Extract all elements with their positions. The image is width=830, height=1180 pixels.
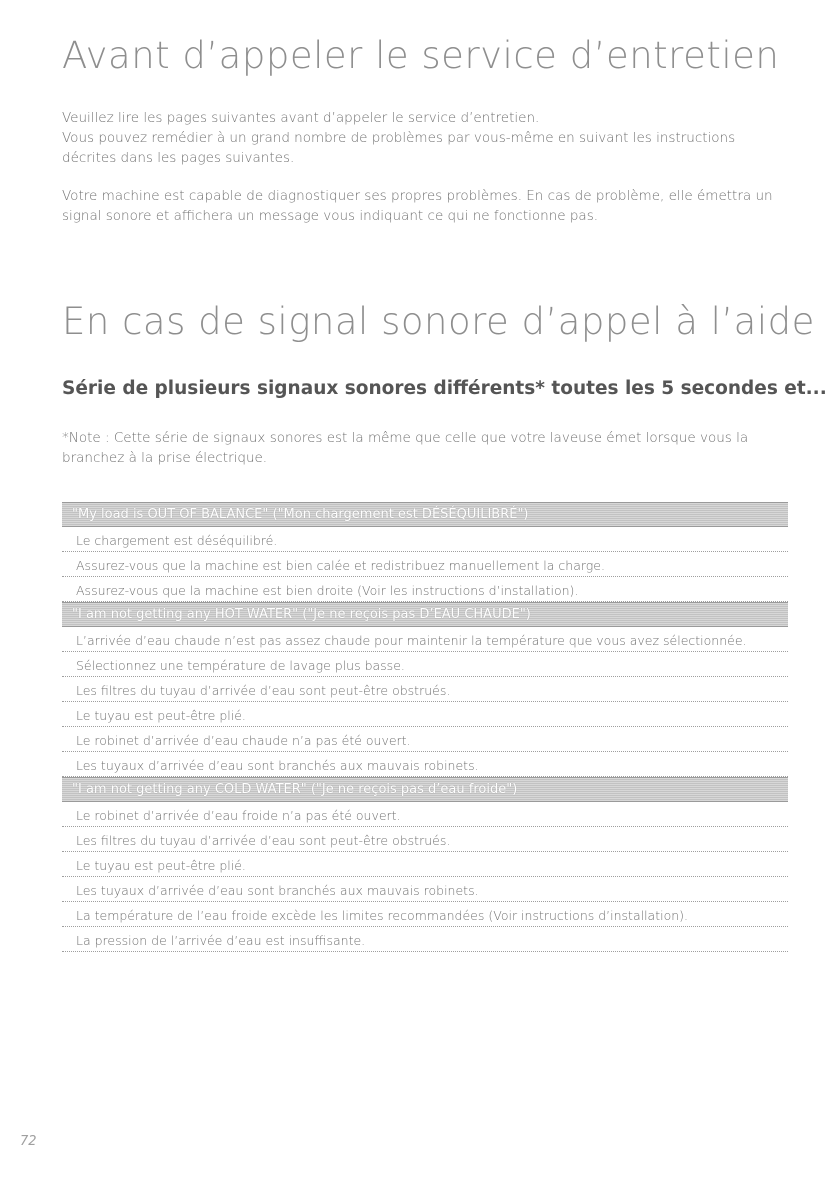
intro-paragraph: Votre machine est capable de diagnostiquer ses propres problèmes. En cas de problème, elle émettra un signal sonore et affichera un message vous indiquant ce qui ne fonctionne pas.	[62, 188, 773, 224]
section-header-cold-water: "I am not getting any COLD WATER" ("Je ne reçois pas d’eau froide")	[62, 777, 788, 802]
table-row: Les filtres du tuyau d’arrivée d’eau sont peut-être obstrués.	[62, 827, 788, 852]
table-row: Sélectionnez une température de lavage plus basse.	[62, 652, 788, 677]
intro-text	[62, 108, 782, 226]
table-row: L’arrivée d’eau chaude n’est pas assez chaude pour maintenir la température que vous avez sélectionnée.	[62, 627, 788, 652]
intro-line: Vous pouvez remédier à un grand nombre de problèmes par vous-même en suivant les instructions décrites dans les pages suivantes.	[62, 130, 736, 166]
page-number: 72	[20, 1134, 37, 1149]
table-row: Assurez-vous que la machine est bien droite (Voir les instructions d’installation).	[62, 577, 788, 602]
troubleshooting-table	[62, 502, 788, 952]
table-row: Le robinet d’arrivée d’eau chaude n’a pas été ouvert.	[62, 727, 788, 752]
table-row: Le chargement est déséquilibré.	[62, 527, 788, 552]
table-row: Le tuyau est peut-être plié.	[62, 702, 788, 727]
table-row: Les tuyaux d’arrivée d’eau sont branchés aux mauvais robinets.	[62, 877, 788, 902]
intro-line: Veuillez lire les pages suivantes avant d’appeler le service d’entretien.	[62, 110, 540, 126]
table-row: Le robinet d’arrivée d’eau froide n’a pas été ouvert.	[62, 802, 788, 827]
page-title: Avant d’appeler le service d’entretien	[62, 34, 780, 77]
table-row: Assurez-vous que la machine est bien calée et redistribuez manuellement la charge.	[62, 552, 788, 577]
section-title: En cas de signal sonore d’appel à l’aide	[62, 300, 815, 343]
table-row: Le tuyau est peut-être plié.	[62, 852, 788, 877]
table-row: Les filtres du tuyau d’arrivée d’eau sont peut-être obstrués.	[62, 677, 788, 702]
table-row: La température de l’eau froide excède les limites recommandées (Voir instructions d’installation).	[62, 902, 788, 927]
table-row: Les tuyaux d’arrivée d’eau sont branchés aux mauvais robinets.	[62, 752, 788, 777]
note-text: *Note : Cette série de signaux sonores est la même que celle que votre laveuse émet lorsque vous la branchez à la prise électrique.	[62, 430, 749, 466]
section-header-hot-water: "I am not getting any HOT WATER" ("Je ne reçois pas D’EAU CHAUDE")	[62, 602, 788, 627]
section-header-out-of-balance: "My load is OUT OF BALANCE" ("Mon chargement est DÉSÉQUILIBRÉ")	[62, 502, 788, 527]
table-row: La pression de l’arrivée d’eau est insuffisante.	[62, 927, 788, 952]
section-subtitle: Série de plusieurs signaux sonores différents* toutes les 5 secondes et...	[62, 378, 827, 399]
